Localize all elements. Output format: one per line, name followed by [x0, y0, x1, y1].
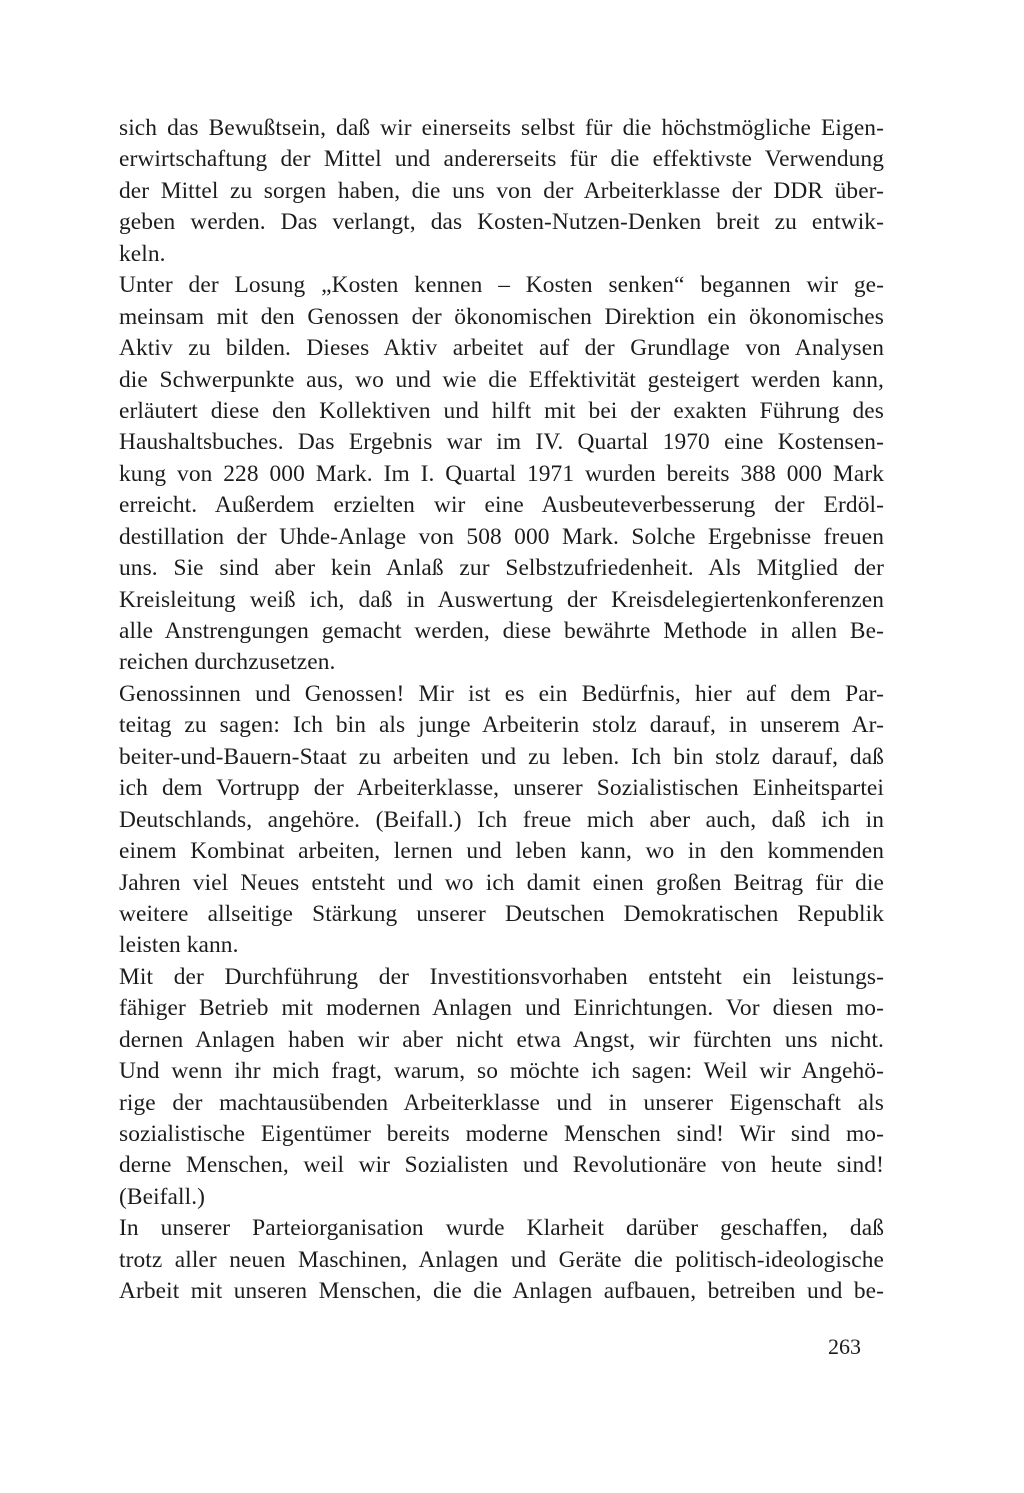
text-line: erläutert diese den Kollektiven und hilft mit bei der exakten Führung des — [119, 397, 884, 424]
text-line: Mit der Durchführung der Investitionsvorhaben entsteht ein leistungs- — [119, 963, 884, 990]
text-line: einem Kombinat arbeiten, lernen und leben kann, wo in den kommenden — [119, 838, 884, 865]
text-line: meinsam mit den Genossen der ökonomischen Direktion ein ökonomisches — [119, 303, 884, 330]
text-line: trotz aller neuen Maschinen, Anlagen und Geräte die politisch-ideologische — [119, 1246, 884, 1273]
text-line: Haushaltsbuches. Das Ergebnis war im IV. Quartal 1970 eine Kostensen- — [119, 429, 884, 456]
text-line: Kreisleitung weiß ich, daß in Auswertung der Kreisdelegiertenkonferenzen — [119, 586, 884, 613]
text-line: geben werden. Das verlangt, das Kosten-Nutzen-Denken breit zu entwik- — [119, 209, 884, 236]
page-number: 263 — [828, 1334, 861, 1359]
text-line: beiter-und-Bauern-Staat zu arbeiten und zu leben. Ich bin stolz darauf, daß — [119, 743, 884, 770]
text-line: Aktiv zu bilden. Dieses Aktiv arbeitet auf der Grundlage von Analysen — [119, 335, 884, 362]
text-line: rige der machtausübenden Arbeiterklasse und in unserer Eigenschaft als — [119, 1089, 884, 1116]
text-line: In unserer Parteiorganisation wurde Klarheit darüber geschaffen, daß — [119, 1215, 884, 1242]
text-line: erreicht. Außerdem erzielten wir eine Ausbeuteverbesserung der Erdöl- — [119, 492, 884, 519]
text-line: Deutschlands, angehöre. (Beifall.) Ich freue mich aber auch, daß ich in — [119, 806, 884, 833]
text-line: weitere allseitige Stärkung unserer Deutschen Demokratischen Republik — [119, 900, 884, 927]
text-line: (Beifall.) — [119, 1183, 206, 1210]
text-line: dernen Anlagen haben wir aber nicht etwa Angst, wir fürchten uns nicht. — [119, 1026, 884, 1053]
text-line: Jahren viel Neues entsteht und wo ich damit einen großen Beitrag für die — [119, 869, 884, 896]
text-line: leisten kann. — [119, 932, 239, 959]
text-line: der Mittel zu sorgen haben, die uns von der Arbeiterklasse der DDR über- — [119, 177, 884, 204]
text-line: ich dem Vortrupp der Arbeiterklasse, unserer Sozialistischen Einheitspartei — [119, 775, 884, 802]
text-line: Genossinnen und Genossen! Mir ist es ein Bedürfnis, hier auf dem Par- — [119, 680, 884, 707]
text-line: destillation der Uhde-Anlage von 508 000 Mark. Solche Ergebnisse freuen — [119, 523, 884, 550]
text-line: fähiger Betrieb mit modernen Anlagen und Einrichtungen. Vor diesen mo- — [119, 995, 884, 1022]
text-line: teitag zu sagen: Ich bin als junge Arbeiterin stolz darauf, in unserem Ar- — [119, 712, 884, 739]
text-line: die Schwerpunkte aus, wo und wie die Effektivität gesteigert werden kann, — [119, 366, 884, 393]
page-body — [119, 113, 884, 1308]
text-line: erwirtschaftung der Mittel und andererseits für die effektivste Verwendung — [119, 146, 884, 173]
text-line: reichen durchzusetzen. — [119, 649, 336, 676]
text-line: Unter der Losung „Kosten kennen – Kosten senken“ begannen wir ge- — [119, 272, 884, 299]
text-line: kung von 228 000 Mark. Im I. Quartal 1971 wurden bereits 388 000 Mark — [119, 460, 884, 487]
text-line: sozialistische Eigentümer bereits moderne Menschen sind! Wir sind mo- — [119, 1121, 884, 1147]
text-line: uns. Sie sind aber kein Anlaß zur Selbstzufriedenheit. Als Mitglied der — [119, 555, 884, 582]
text-line: Arbeit mit unseren Menschen, die die Anlagen aufbauen, betreiben und be- — [119, 1278, 884, 1305]
text-line: sich das Bewußtsein, daß wir einerseits selbst für die höchstmögliche Eigen- — [119, 115, 884, 141]
text-line: Und wenn ihr mich fragt, warum, so möchte ich sagen: Weil wir Angehö- — [119, 1058, 884, 1085]
text-line: keln. — [119, 240, 166, 267]
text-line: alle Anstrengungen gemacht werden, diese bewährte Methode in allen Be- — [119, 618, 884, 644]
text-line: derne Menschen, weil wir Sozialisten und Revolutionäre von heute sind! — [119, 1152, 884, 1179]
